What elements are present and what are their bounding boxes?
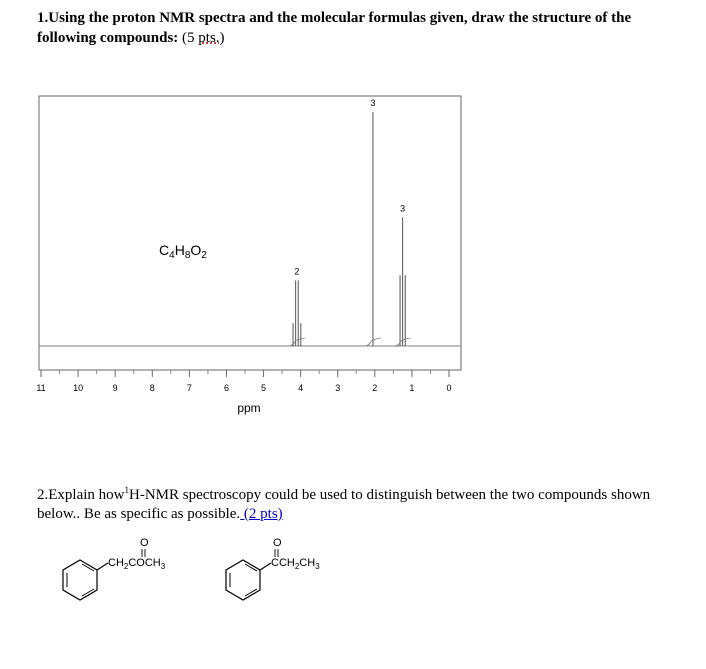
superscript-1: 1 [124, 485, 129, 495]
x-tick-label: 7 [186, 383, 192, 393]
ring-a-double-3 [82, 564, 94, 571]
question-2-text-start: 2.Explain how [37, 487, 125, 503]
x-tick-label: 6 [223, 383, 229, 393]
compound-b-label: $CCH_2CH_3$ [271, 557, 320, 571]
ring-b-double-3 [245, 564, 257, 571]
compound-a-label: $CH_2COCH_3$ [108, 557, 166, 571]
bond-a [97, 563, 108, 570]
integration-label: 3 [370, 98, 376, 108]
x-axis-tick-labels [36, 383, 451, 393]
integration-label: 2 [294, 266, 300, 277]
compound-b [226, 537, 320, 600]
integration-label: 3 [400, 203, 406, 214]
carbonyl-o-a: O [140, 537, 149, 549]
x-tick-label: 8 [149, 383, 155, 393]
question-2-points-link[interactable]: (2 pts) [240, 506, 283, 522]
x-tick-label: 1 [409, 383, 415, 393]
x-tick-label: 3 [335, 383, 341, 393]
spectrum-peaks [289, 112, 411, 346]
x-tick-label: 9 [112, 383, 118, 393]
bond-b [260, 563, 271, 570]
x-tick-label: 5 [261, 383, 267, 393]
question-1-text: 1.Using the proton NMR spectra and the molecular formulas given, draw the structure of the following compounds: [37, 10, 632, 46]
spectrum-frame [39, 96, 461, 370]
question-1-points: (5 pts.) [182, 30, 225, 46]
benzene-ring-a [63, 560, 97, 600]
ring-a-double-2 [82, 589, 94, 596]
question-2 [37, 481, 677, 524]
integration-curve [289, 338, 305, 346]
x-tick-label: 11 [36, 383, 46, 393]
compound-a [63, 537, 166, 600]
x-tick-label: 4 [298, 383, 304, 393]
ring-b-double-2 [245, 589, 257, 596]
x-tick-label: 2 [372, 383, 378, 393]
x-tick-label: 0 [446, 383, 452, 393]
integration-labels [294, 98, 405, 276]
question-2-text-end: H-NMR spectroscopy could be used to distinguish between the two compounds shown below.. Be as specific as possible. [37, 487, 651, 522]
x-axis-label: ppm [237, 401, 261, 415]
benzene-ring-b [226, 560, 260, 600]
carbonyl-o-b: O [273, 537, 282, 549]
x-tick-label: 10 [73, 383, 84, 393]
x-axis-ticks [41, 370, 449, 377]
molecular-formula: $C_4H_8O_2$ [159, 242, 207, 261]
